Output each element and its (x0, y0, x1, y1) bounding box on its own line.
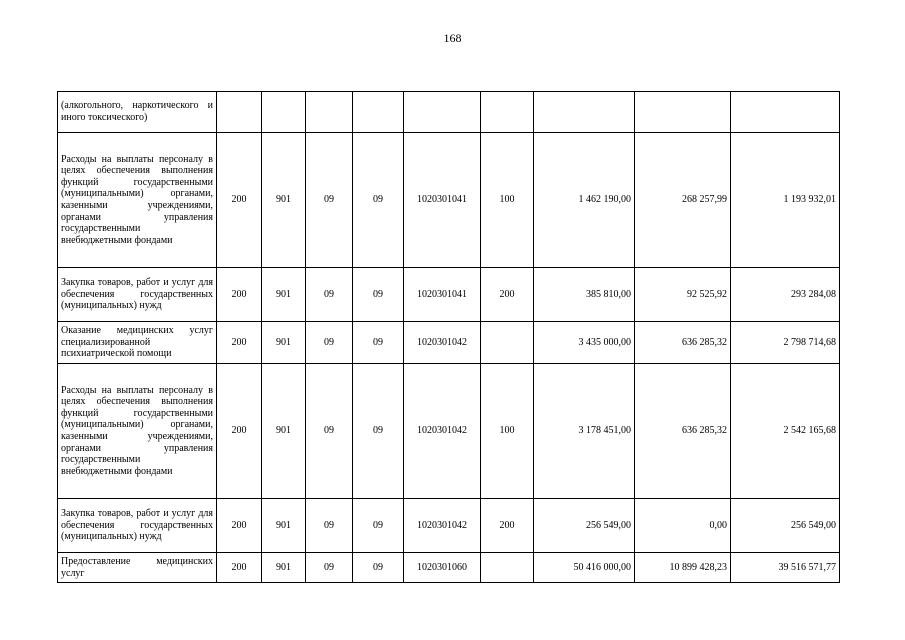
section-cell: 09 (306, 553, 353, 583)
dept-code-cell: 901 (262, 322, 306, 364)
section-cell: 09 (306, 364, 353, 499)
page-number: 168 (443, 31, 462, 45)
section-cell (306, 92, 353, 133)
target-article-cell: 1020301041 (404, 268, 481, 322)
remaining-amount-cell: 39 516 571,77 (731, 553, 840, 583)
remaining-amount-cell: 1 193 932,01 (731, 133, 840, 268)
executed-amount-cell: 636 285,32 (635, 322, 731, 364)
executed-amount-cell: 92 525,92 (635, 268, 731, 322)
dept-code-cell (262, 92, 306, 133)
subsection-cell: 09 (353, 553, 404, 583)
row-name-cell: Закупка товаров, работ и услуг для обеспечения государственных (муниципальных) нужд (58, 499, 217, 553)
section-cell: 09 (306, 268, 353, 322)
table-row (58, 364, 840, 499)
budget-table-body (58, 92, 840, 583)
target-article-cell: 1020301042 (404, 364, 481, 499)
executed-amount-cell: 0,00 (635, 499, 731, 553)
row-name-cell: Оказание медицинских услуг специализированной психиатрической помощи (58, 322, 217, 364)
expense-type-cell: 200 (481, 499, 534, 553)
table-row (58, 268, 840, 322)
target-article-cell (404, 92, 481, 133)
table-row (58, 499, 840, 553)
dept-code-cell: 901 (262, 133, 306, 268)
expense-type-cell: 100 (481, 364, 534, 499)
subsection-cell: 09 (353, 268, 404, 322)
planned-amount-cell: 3 435 000,00 (534, 322, 635, 364)
table-row (58, 92, 840, 133)
remaining-amount-cell: 293 284,08 (731, 268, 840, 322)
dept-code-cell: 901 (262, 364, 306, 499)
executed-amount-cell: 268 257,99 (635, 133, 731, 268)
expense-type-cell: 200 (481, 268, 534, 322)
subsection-cell: 09 (353, 499, 404, 553)
planned-amount-cell: 3 178 451,00 (534, 364, 635, 499)
expense-type-cell (481, 553, 534, 583)
grbs-cell: 200 (217, 268, 262, 322)
section-cell: 09 (306, 322, 353, 364)
subsection-cell: 09 (353, 133, 404, 268)
grbs-cell: 200 (217, 322, 262, 364)
dept-code-cell: 901 (262, 499, 306, 553)
executed-amount-cell: 636 285,32 (635, 364, 731, 499)
row-name-cell: Предоставление медицинских услуг (58, 553, 217, 583)
expense-type-cell (481, 322, 534, 364)
remaining-amount-cell (731, 92, 840, 133)
row-name-cell: Расходы на выплаты персоналу в целях обеспечения выполнения функций государственными (муниципальными) органами, казенными учреждениями, органами управления государственными внебюджетными фондами (58, 133, 217, 268)
section-cell: 09 (306, 499, 353, 553)
planned-amount-cell (534, 92, 635, 133)
grbs-cell (217, 92, 262, 133)
remaining-amount-cell: 256 549,00 (731, 499, 840, 553)
target-article-cell: 1020301060 (404, 553, 481, 583)
remaining-amount-cell: 2 542 165,68 (731, 364, 840, 499)
target-article-cell: 1020301042 (404, 499, 481, 553)
dept-code-cell: 901 (262, 553, 306, 583)
table-row (58, 322, 840, 364)
grbs-cell: 200 (217, 553, 262, 583)
planned-amount-cell: 385 810,00 (534, 268, 635, 322)
remaining-amount-cell: 2 798 714,68 (731, 322, 840, 364)
planned-amount-cell: 256 549,00 (534, 499, 635, 553)
row-name-cell: Расходы на выплаты персоналу в целях обеспечения выполнения функций государственными (муниципальными) органами, казенными учреждениями, органами управления государственными внебюджетными фондами (58, 364, 217, 499)
table-row (58, 133, 840, 268)
target-article-cell: 1020301042 (404, 322, 481, 364)
row-name-cell: (алкогольного, наркотического и иного токсического) (58, 92, 217, 133)
table-row (58, 553, 840, 583)
target-article-cell: 1020301041 (404, 133, 481, 268)
executed-amount-cell: 10 899 428,23 (635, 553, 731, 583)
row-name-cell: Закупка товаров, работ и услуг для обеспечения государственных (муниципальных) нужд (58, 268, 217, 322)
subsection-cell: 09 (353, 364, 404, 499)
grbs-cell: 200 (217, 364, 262, 499)
dept-code-cell: 901 (262, 268, 306, 322)
planned-amount-cell: 1 462 190,00 (534, 133, 635, 268)
budget-table (57, 91, 840, 583)
expense-type-cell (481, 92, 534, 133)
grbs-cell: 200 (217, 133, 262, 268)
grbs-cell: 200 (217, 499, 262, 553)
subsection-cell: 09 (353, 322, 404, 364)
expense-type-cell: 100 (481, 133, 534, 268)
executed-amount-cell (635, 92, 731, 133)
planned-amount-cell: 50 416 000,00 (534, 553, 635, 583)
section-cell: 09 (306, 133, 353, 268)
subsection-cell (353, 92, 404, 133)
